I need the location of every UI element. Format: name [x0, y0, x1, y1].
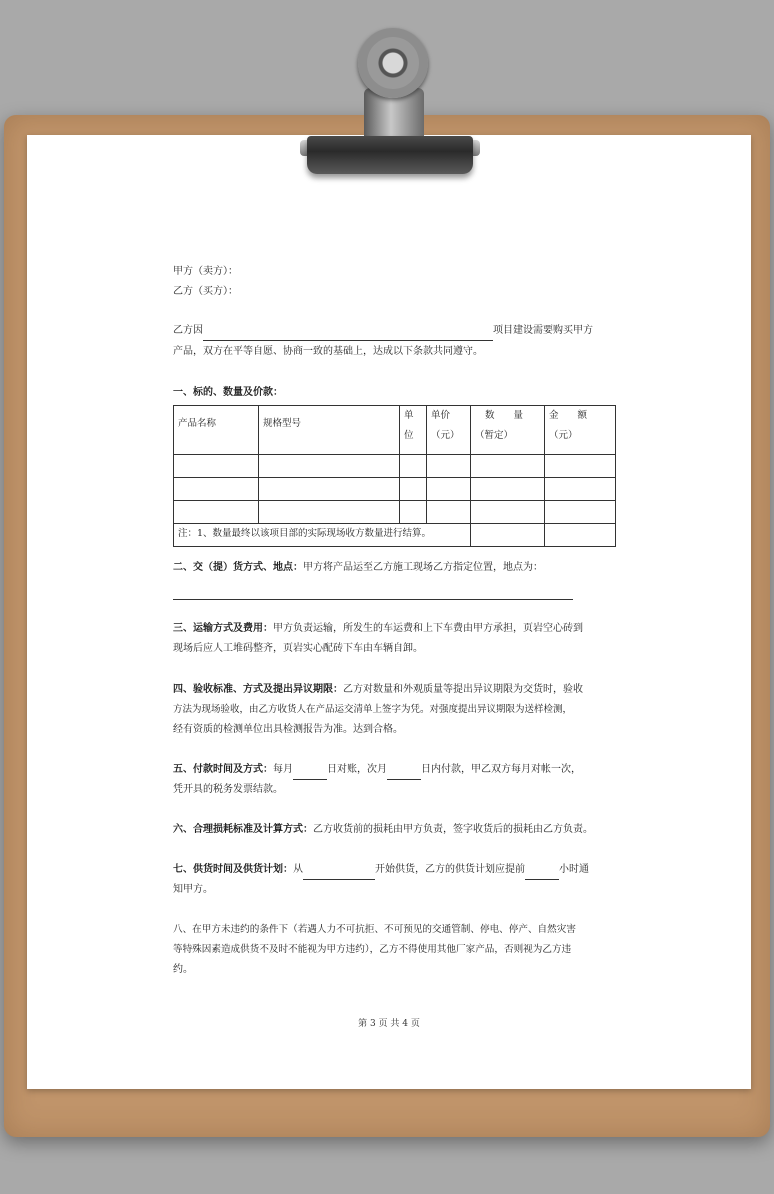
- header-spec: 规格型号: [259, 406, 400, 455]
- table-cell[interactable]: [545, 455, 616, 478]
- table-cell[interactable]: [400, 501, 427, 524]
- section7-text-2: 开始供货，乙方的供货计划应提前: [375, 864, 525, 875]
- section4-title: 四、验收标准、方式及提出异议期限：: [173, 684, 343, 695]
- table-cell[interactable]: [400, 478, 427, 501]
- intro-prefix: 乙方因: [173, 325, 203, 336]
- section5-text-1: 每月: [273, 764, 293, 775]
- intro-suffix: 项目建设需要购买甲方: [493, 325, 593, 336]
- section4-line-2: 方法为现场验收，由乙方收货人在产品运交清单上签字为凭。对强度提出异议期限为送样检测，: [173, 704, 573, 715]
- table-cell[interactable]: [259, 478, 400, 501]
- payment-day-blank[interactable]: [387, 765, 421, 780]
- delivery-address-blank-wrap: [173, 580, 613, 600]
- table-row: [174, 478, 616, 501]
- table-row: [174, 501, 616, 524]
- table-header-row: [174, 406, 616, 455]
- project-name-blank[interactable]: [203, 326, 493, 341]
- items-table-wrap: [173, 405, 613, 547]
- section8-line-2: 等特殊因素造成供货不及时不能视为甲方违约），乙方不得使用其他厂家产品，否则视为乙方违: [173, 944, 572, 955]
- table-cell[interactable]: [427, 478, 471, 501]
- table-note-row: [174, 524, 616, 547]
- table-cell[interactable]: [400, 455, 427, 478]
- table-cell[interactable]: [471, 478, 545, 501]
- advance-hours-blank[interactable]: [525, 865, 559, 880]
- table-cell[interactable]: [545, 501, 616, 524]
- header-amount: 金 额 （元）: [545, 406, 616, 455]
- section6-title: 六、合理损耗标准及计算方式：: [173, 824, 313, 835]
- binder-clip: [307, 136, 473, 174]
- section2-line-1: [173, 558, 613, 578]
- table-cell[interactable]: [174, 478, 259, 501]
- table-cell[interactable]: [545, 524, 616, 547]
- section2-title: 二、交（提）货方式、地点：: [173, 562, 303, 573]
- table-cell[interactable]: [174, 501, 259, 524]
- billing-day-blank[interactable]: [293, 765, 327, 780]
- intro-line-1: [173, 321, 613, 341]
- section4-text-1: 乙方对数量和外观质量等提出异议期限为交货时，验收: [343, 684, 583, 695]
- table-cell[interactable]: [174, 455, 259, 478]
- section7-text-3: 小时通: [559, 864, 589, 875]
- header-unit: 单 位: [400, 406, 427, 455]
- section1-title: 一、标的、数量及价款：: [173, 387, 283, 398]
- section7-line-1: [173, 860, 613, 880]
- section7-line-2: 知甲方。: [173, 884, 213, 895]
- section3-line-1: [173, 619, 613, 639]
- section8-line-1: 八、在甲方未违约的条件下（若遇人力不可抗拒、不可预见的交通管制、停电、停产、自然灾害: [173, 924, 576, 935]
- section5-text-2: 日对账，次月: [327, 764, 387, 775]
- section6-text: 乙方收货前的损耗由甲方负责，签字收货后的损耗由乙方负责。: [313, 824, 593, 835]
- intro-line-2: 产品，双方在平等自愿、协商一致的基础上，达成以下条款共同遵守。: [173, 346, 483, 357]
- header-unit-price: 单价 （元）: [427, 406, 471, 455]
- page-number: 第 3 页 共 4 页: [358, 1019, 420, 1029]
- section5-text-3: 日内付款，甲乙双方每月对帐一次，: [421, 764, 581, 775]
- section7-text-1: 从: [293, 864, 303, 875]
- table-cell[interactable]: [471, 501, 545, 524]
- section3-title: 三、运输方式及费用：: [173, 623, 273, 634]
- section5-line-2: 凭开具的税务发票结款。: [173, 784, 283, 795]
- table-note: 注：1、数量最终以该项目部的实际现场收方数量进行结算。: [174, 524, 471, 547]
- section5-title: 五、付款时间及方式：: [173, 764, 273, 775]
- section7-title: 七、供货时间及供货计划：: [173, 864, 293, 875]
- table-cell[interactable]: [427, 501, 471, 524]
- section3-text-1: 甲方负责运输，所发生的车运费和上下车费由甲方承担，页岩空心砖到: [273, 623, 583, 634]
- header-product-name: 产品名称: [174, 406, 259, 455]
- table-cell[interactable]: [259, 455, 400, 478]
- table-cell[interactable]: [427, 455, 471, 478]
- header-quantity: 数 量 （暂定）: [471, 406, 545, 455]
- section4-line-1: [173, 680, 613, 700]
- delivery-address-blank[interactable]: [173, 585, 573, 600]
- table-cell[interactable]: [471, 524, 545, 547]
- table-cell[interactable]: [259, 501, 400, 524]
- supply-start-blank[interactable]: [303, 865, 375, 880]
- clip-ring-icon: [358, 28, 428, 98]
- table-row: [174, 455, 616, 478]
- section3-line-2: 现场后应人工堆码整齐，页岩实心配砖下车由车辆自卸。: [173, 643, 423, 654]
- party-b-label: 乙方（买方）：: [173, 286, 238, 297]
- table-cell[interactable]: [471, 455, 545, 478]
- items-table: [173, 405, 616, 547]
- section4-line-3: 经有资质的检测单位出具检测报告为准。达到合格。: [173, 724, 403, 735]
- section2-text: 甲方将产品运至乙方施工现场乙方指定位置，地点为：: [303, 562, 543, 573]
- party-a-label: 甲方（卖方）：: [173, 266, 238, 277]
- section5-line-1: [173, 760, 613, 780]
- section6-line: [173, 820, 613, 840]
- section8-line-3: 约。: [173, 964, 193, 975]
- table-cell[interactable]: [545, 478, 616, 501]
